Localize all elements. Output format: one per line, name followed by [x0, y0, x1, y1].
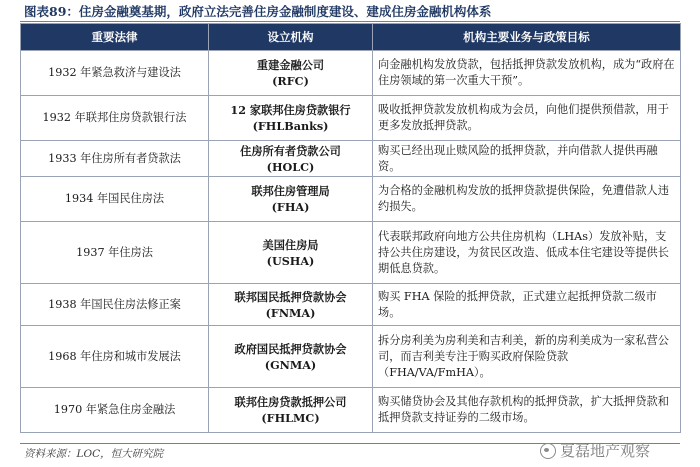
institution-abbr: (FHA)	[271, 200, 310, 214]
institution-cell	[209, 96, 373, 141]
institution-name: 联邦国民抵押贷款协会	[234, 289, 347, 304]
figure-caption: 图表89：住房金融奠基期，政府立法完善住房金融制度建设、建成住房金融机构体系	[24, 4, 492, 19]
business-cell: 购买 FHA 保险的抵押贷款，正式建立起抵押贷款二级市场。	[373, 284, 681, 326]
header-law: 重要法律	[21, 24, 209, 51]
watermark-text: 夏磊地产观察	[560, 442, 651, 460]
table-row	[21, 51, 681, 96]
law-cell: 1938 年国民住房法修正案	[21, 284, 209, 326]
business-cell: 吸收抵押贷款发放机构成为会员，向他们提供预借款，用于更多发放抵押贷款。	[373, 96, 681, 141]
table-row	[21, 96, 681, 141]
institution-name: 美国住房局	[262, 237, 319, 252]
institution-abbr: (FNMA)	[265, 305, 316, 320]
law-cell: 1932 年紧急救济与建设法	[21, 51, 209, 96]
top-rule	[20, 21, 680, 22]
wechat-icon	[540, 443, 556, 459]
table-header-row	[21, 24, 681, 51]
law-cell: 1933 年住房所有者贷款法	[21, 141, 209, 177]
header-business: 机构主要业务与政策目标	[373, 24, 681, 51]
institution-abbr: (USHA)	[266, 253, 315, 268]
housing-finance-table	[20, 23, 681, 433]
institution-cell	[209, 51, 373, 96]
institution-abbr: (FHLMC)	[261, 411, 320, 425]
header-institution: 设立机构	[209, 24, 373, 51]
business-cell: 购买储贷协会及其他存款机构的抵押贷款，扩大抵押贷款和抵押贷款支持证券的二级市场。	[373, 388, 681, 433]
institution-name: 联邦住房贷款抵押公司	[234, 395, 347, 409]
institution-cell	[209, 177, 373, 222]
business-cell: 为合格的金融机构发放的抵押贷款提供保险，免遭借款人违约损失。	[373, 177, 681, 222]
institution-cell	[209, 141, 373, 177]
institution-abbr: (FHLBanks)	[252, 119, 329, 133]
business-cell: 拆分房利美为房利美和吉利美，新的房利美成为一家私营公司，而吉利美专注于购买政府保险贷款（FHA/VA/FmHA）。	[373, 326, 681, 388]
table-row	[21, 141, 681, 177]
institution-abbr: (HOLC)	[266, 159, 315, 174]
institution-abbr: (GNMA)	[264, 357, 317, 372]
table-row	[21, 388, 681, 433]
table-row	[21, 284, 681, 326]
institution-name: 重建金融公司	[256, 58, 325, 72]
institution-cell	[209, 284, 373, 326]
business-cell: 购买已经出现止赎风险的抵押贷款，并向借款人提供再融资。	[373, 141, 681, 177]
institution-cell	[209, 326, 373, 388]
law-cell: 1932 年联邦住房贷款银行法	[21, 96, 209, 141]
business-cell: 向金融机构发放贷款，包括抵押贷款发放机构，成为“政府在住房领域的第一次重大干预”。	[373, 51, 681, 96]
institution-name: 联邦住房管理局	[251, 184, 330, 198]
institution-name: 政府国民抵押贷款协会	[234, 341, 347, 356]
institution-cell	[209, 388, 373, 433]
table-row	[21, 177, 681, 222]
source-note: 资料来源：LOC，恒大研究院	[24, 448, 164, 460]
table-row	[21, 222, 681, 284]
law-cell: 1934 年国民住房法	[21, 177, 209, 222]
institution-name: 住房所有者贷款公司	[240, 143, 341, 158]
watermark	[540, 440, 650, 461]
institution-name: 12 家联邦住房贷款银行	[230, 103, 351, 117]
table-row	[21, 326, 681, 388]
institution-cell	[209, 222, 373, 284]
institution-abbr: (RFC)	[272, 74, 309, 88]
law-cell: 1968 年住房和城市发展法	[21, 326, 209, 388]
law-cell: 1937 年住房法	[21, 222, 209, 284]
business-cell: 代表联邦政府向地方公共住房机构（LHAs）发放补贴，支持公共住房建设，为贫民区改造、低成本住宅建设等提供长期低息贷款。	[373, 222, 681, 284]
law-cell: 1970 年紧急住房金融法	[21, 388, 209, 433]
